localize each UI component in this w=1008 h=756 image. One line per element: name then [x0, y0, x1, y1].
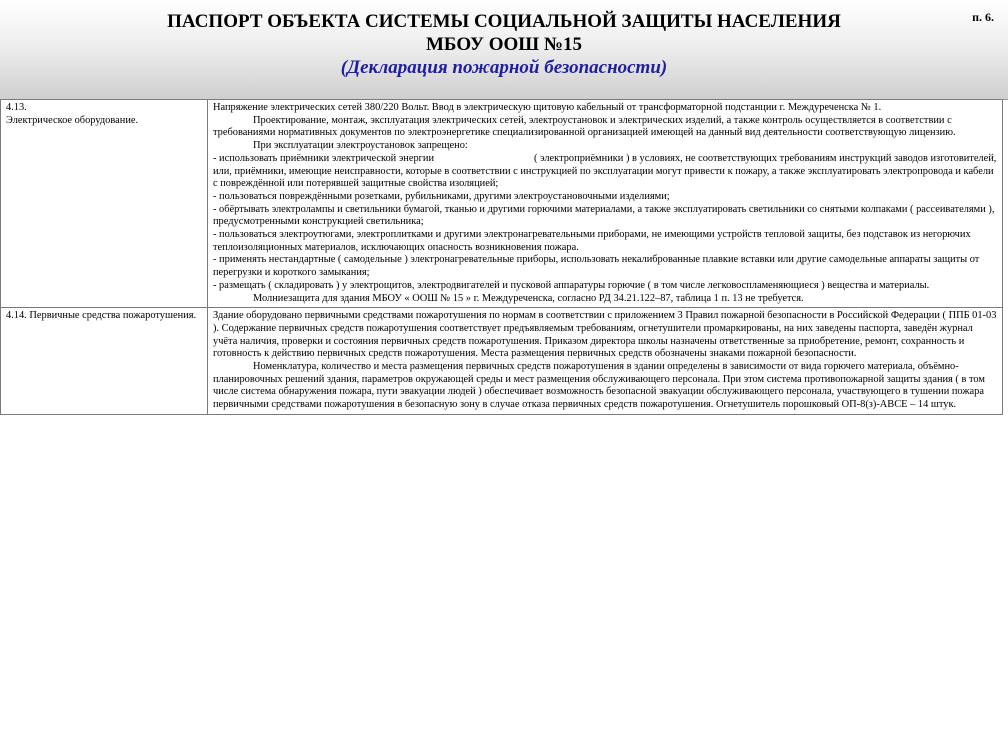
page-title	[0, 10, 1008, 79]
paragraph: Здание оборудовано первичными средствами пожаротушения по нормам в соответствии с приложением 3 Правил пожарной безопасности в Российской Федерации ( ППБ 01-03 ). Содержание первичных средств пожаротушения соответствует предъявляемым требованиям, огнетушители промаркированы, на них заведены паспорта, заведён журнал учёта наличия, проверки и состояния первичных средств пожаротушения. Приказом директора школы назначены ответственные за приобретение, ремонт, сохранность и готовность к действию первичных средств пожаротушения. Места размещения первичных средств обозначены знаками пожарной безопасности.	[213, 310, 997, 360]
passport-table	[0, 99, 1003, 415]
paragraph: Номенклатура, количество и места размещения первичных средств пожаротушения в здании определены в зависимости от вида горючего материала, объёмно-планировочных решений здания, параметров окружающей среды и мест размещения обслуживающего персонала. При этом система противопожарной защиты здания ( в том числе система обнаружения пожара, пути эвакуации людей ) обеспечивает возможность безопасной эвакуации обслуживающего персонала, участвующего в тушении пожара первичными средствами пожаротушения в безопасную зону в случае отказа первичных средств пожаротушения. Огнетушитель порошковый ОП-8(з)-АВСЕ – 14 штук.	[213, 361, 985, 411]
paragraph: Молниезащита для здания МБОУ « ООШ № 15 » г. Междуреченска, согласно РД 34.21.122–87, таблица 1 п. 13 не требуется.	[253, 292, 804, 304]
paragraph: При эксплуатации электроустановок запрещено:	[253, 140, 468, 152]
paragraph-part: ( электроприёмники ) в условиях, не соответствующих требованиям инструкций заводов изготовителей, или, приёмники, имеющие неисправности, которые в соответствии с инструкцией по эксплуатации могут привести к пожару, а также эксплуатировать электропровода и кабели с повреждённой или потерявшей защитные свойства изоляцией;	[213, 152, 997, 190]
paragraph: - обёртывать электролампы и светильники бумагой, тканью и другими горючими материалами, а также эксплуатировать светильники со снятыми колпаками ( рассеивателями ), предусмотренными конструкцией светильника;	[213, 203, 995, 228]
page-header	[0, 0, 1008, 100]
row-label	[1, 100, 208, 308]
paragraph	[213, 153, 998, 191]
paragraph: - пользоваться электроутюгами, электроплитками и другими электронагревательными приборами, не имеющими устройств тепловой защиты, без подставок из негорючих теплоизоляционных материалов, исключающих опасность возникновения пожара.	[213, 229, 971, 253]
paragraph-part: - использовать приёмники электрической энергии	[213, 152, 435, 164]
row-label	[1, 308, 208, 415]
paragraph: - применять нестандартные ( самодельные ) электронагревательные приборы, использовать некалиброванные плавкие вставки или другие самодельные аппараты защиты от перегрузки и короткого замыкания;	[213, 254, 980, 279]
row-content	[208, 308, 1003, 415]
row-label-text: 4.13. Электрическое оборудование.	[6, 102, 139, 126]
table-row	[1, 100, 1003, 308]
paragraph: Проектирование, монтаж, эксплуатация электрических сетей, электроустановок и электрических изделий, а также контроль осуществляется в соответствии с требованиями нормативных документов по электроэнергетике специализированной организацией имеющей на данный вид деятельности соответствующую лицензию.	[213, 114, 956, 139]
title-line-1: ПАСПОРТ ОБЪЕКТА СИСТЕМЫ СОЦИАЛЬНОЙ ЗАЩИТЫ НАСЕЛЕНИЯ	[167, 11, 841, 32]
row-content	[208, 100, 1003, 308]
paragraph: - размещать ( складировать ) у электрощитов, электродвигателей и пусковой аппаратуры горючие ( в том числе легковоспламеняющиеся ) вещества и материалы.	[213, 279, 930, 291]
title-line-3: (Декларация пожарной безопасности)	[340, 57, 668, 78]
title-line-2: МБОУ ООШ №15	[425, 34, 583, 55]
table-row	[1, 308, 1003, 415]
page-number: п. 6.	[972, 10, 994, 24]
paragraph: - пользоваться повреждёнными розетками, рубильниками, другими электроустановочными изделиями;	[213, 190, 670, 202]
row-label-text: 4.14. Первичные средства пожаротушения.	[6, 310, 197, 322]
paragraph: Напряжение электрических сетей 380/220 Вольт. Ввод в электрическую щитовую кабельный от трансформаторной подстанции г. Междуреченска № 1.	[213, 102, 882, 113]
